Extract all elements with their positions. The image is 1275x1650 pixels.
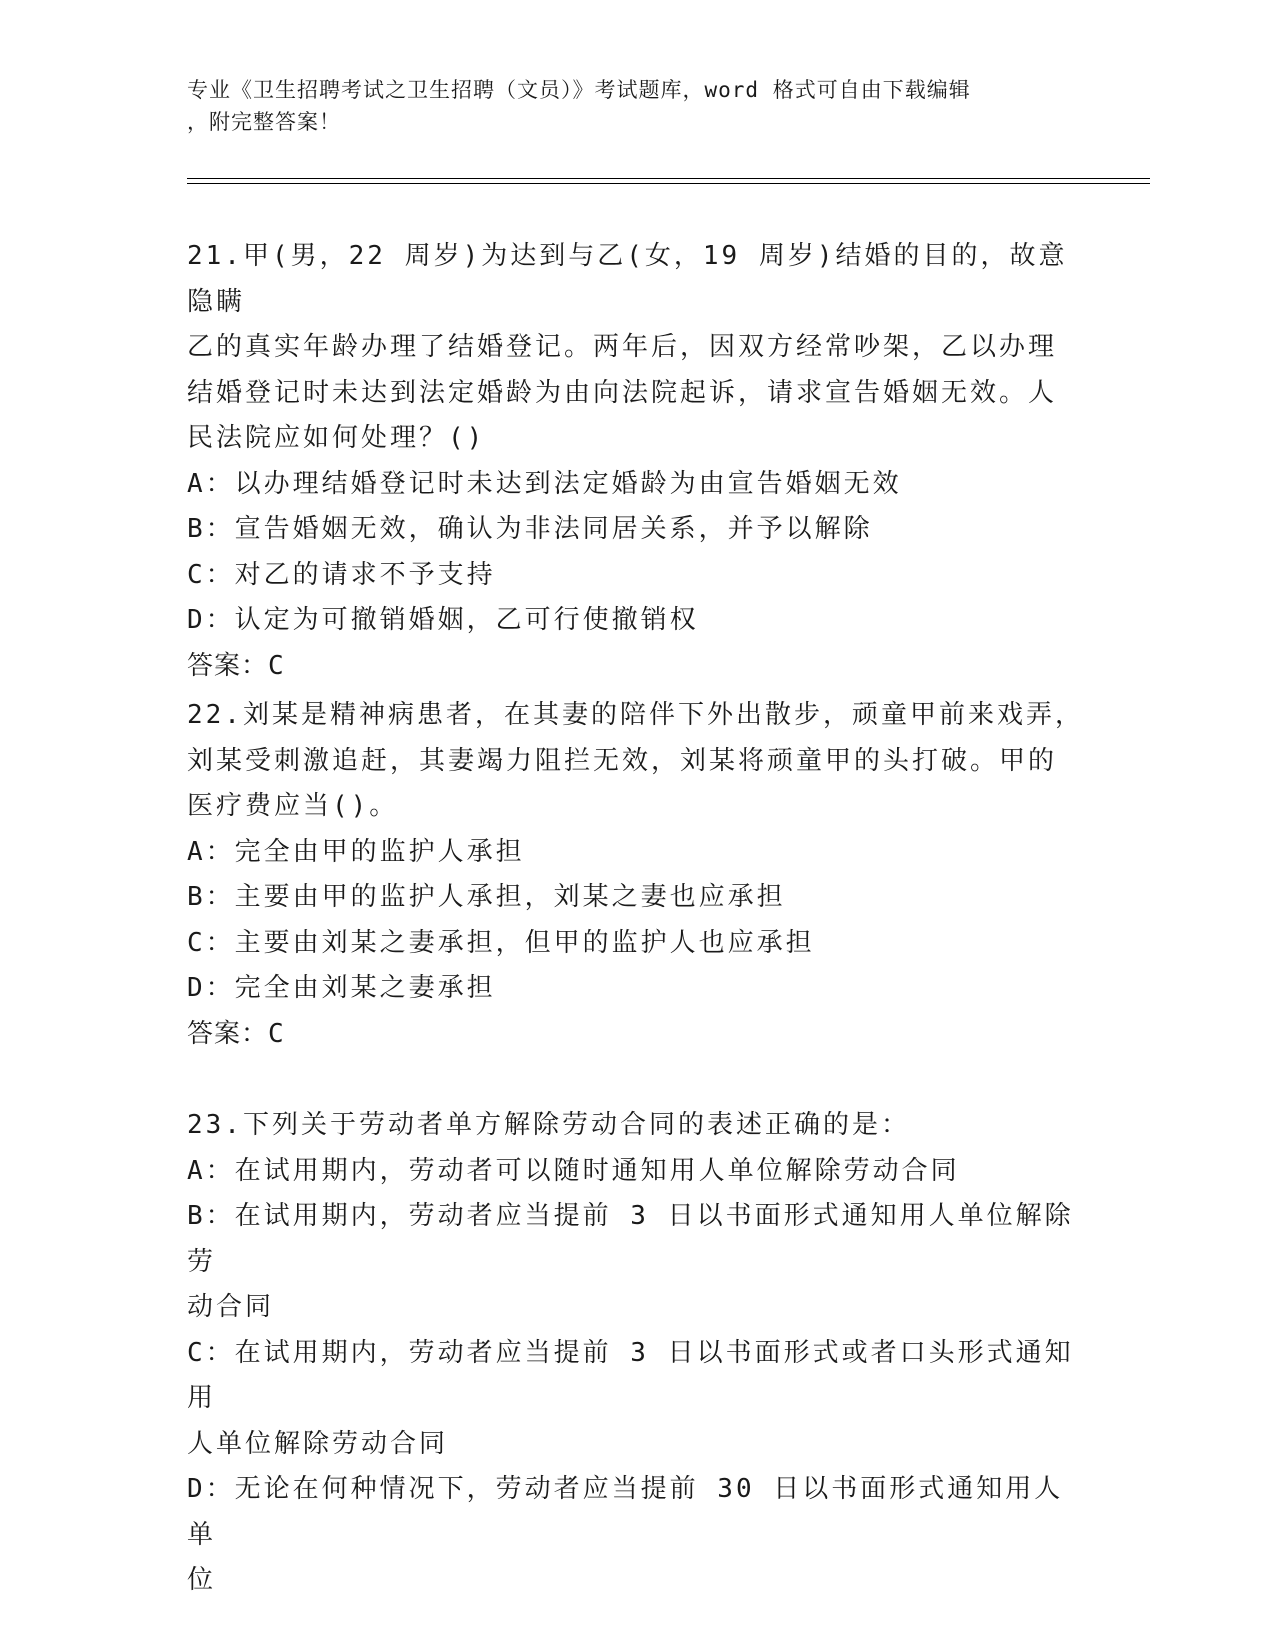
question-21	[187, 234, 1087, 689]
header-line-1: 专业《卫生招聘考试之卫生招聘（文员）》考试题库，word 格式可自由下载编辑	[187, 78, 971, 102]
question-stem-line: 刘某受刺激追赶，其妻竭力阻拦无效，刘某将顽童甲的头打破。甲的	[187, 745, 1058, 776]
question-stem-line: 22.刘某是精神病患者，在其妻的陪伴下外出散步，顽童甲前来戏弄，	[187, 700, 1084, 730]
option-a: A：在试用期内，劳动者可以随时通知用人单位解除劳动合同	[187, 1155, 960, 1186]
option-d: D：认定为可撤销婚姻，乙可行使撤销权	[187, 605, 699, 635]
option-d-continued: 位	[187, 1565, 217, 1595]
option-b: B：主要由甲的监护人承担，刘某之妻也应承担	[187, 882, 786, 912]
header-divider-bottom	[187, 183, 1150, 184]
header-line-2: ，附完整答案！	[187, 110, 341, 134]
answer-label: 答案：C	[187, 650, 285, 681]
question-stem-line: 23.下列关于劳动者单方解除劳动合同的表述正确的是：	[187, 1110, 910, 1140]
question-stem-line: 乙的真实年龄办理了结婚登记。两年后，因双方经常吵架，乙以办理	[187, 332, 1058, 362]
option-c: C：在试用期内，劳动者应当提前 3 日以书面形式或者口头形式通知用	[187, 1337, 1074, 1413]
option-a: A：完全由甲的监护人承担	[187, 836, 525, 867]
option-c: C：主要由刘某之妻承担，但甲的监护人也应承担	[187, 927, 815, 958]
option-d: D：完全由刘某之妻承担	[187, 973, 496, 1003]
document-header	[187, 74, 1087, 138]
question-22	[187, 693, 1087, 1057]
question-23	[187, 1103, 1087, 1604]
answer-label: 答案：C	[187, 1018, 285, 1049]
question-stem-line: 医疗费应当()。	[187, 791, 399, 821]
option-c: C：对乙的请求不予支持	[187, 559, 496, 590]
option-d: D：无论在何种情况下，劳动者应当提前 30 日以书面形式通知用人单	[187, 1474, 1064, 1550]
question-stem-line: 21.甲(男，22 周岁)为达到与乙(女，19 周岁)结婚的目的，故意隐瞒	[187, 241, 1068, 317]
option-b: B：在试用期内，劳动者应当提前 3 日以书面形式通知用人单位解除劳	[187, 1201, 1074, 1277]
question-stem-line: 结婚登记时未达到法定婚龄为由向法院起诉，请求宣告婚姻无效。人	[187, 377, 1058, 408]
option-b-continued: 动合同	[187, 1292, 275, 1322]
option-c-continued: 人单位解除劳动合同	[187, 1428, 449, 1459]
question-stem-line: 民法院应如何处理？()	[187, 423, 486, 453]
option-a: A：以办理结婚登记时未达到法定婚龄为由宣告婚姻无效	[187, 468, 902, 499]
option-b: B：宣告婚姻无效，确认为非法同居关系，并予以解除	[187, 514, 873, 544]
header-divider-top	[187, 178, 1150, 179]
